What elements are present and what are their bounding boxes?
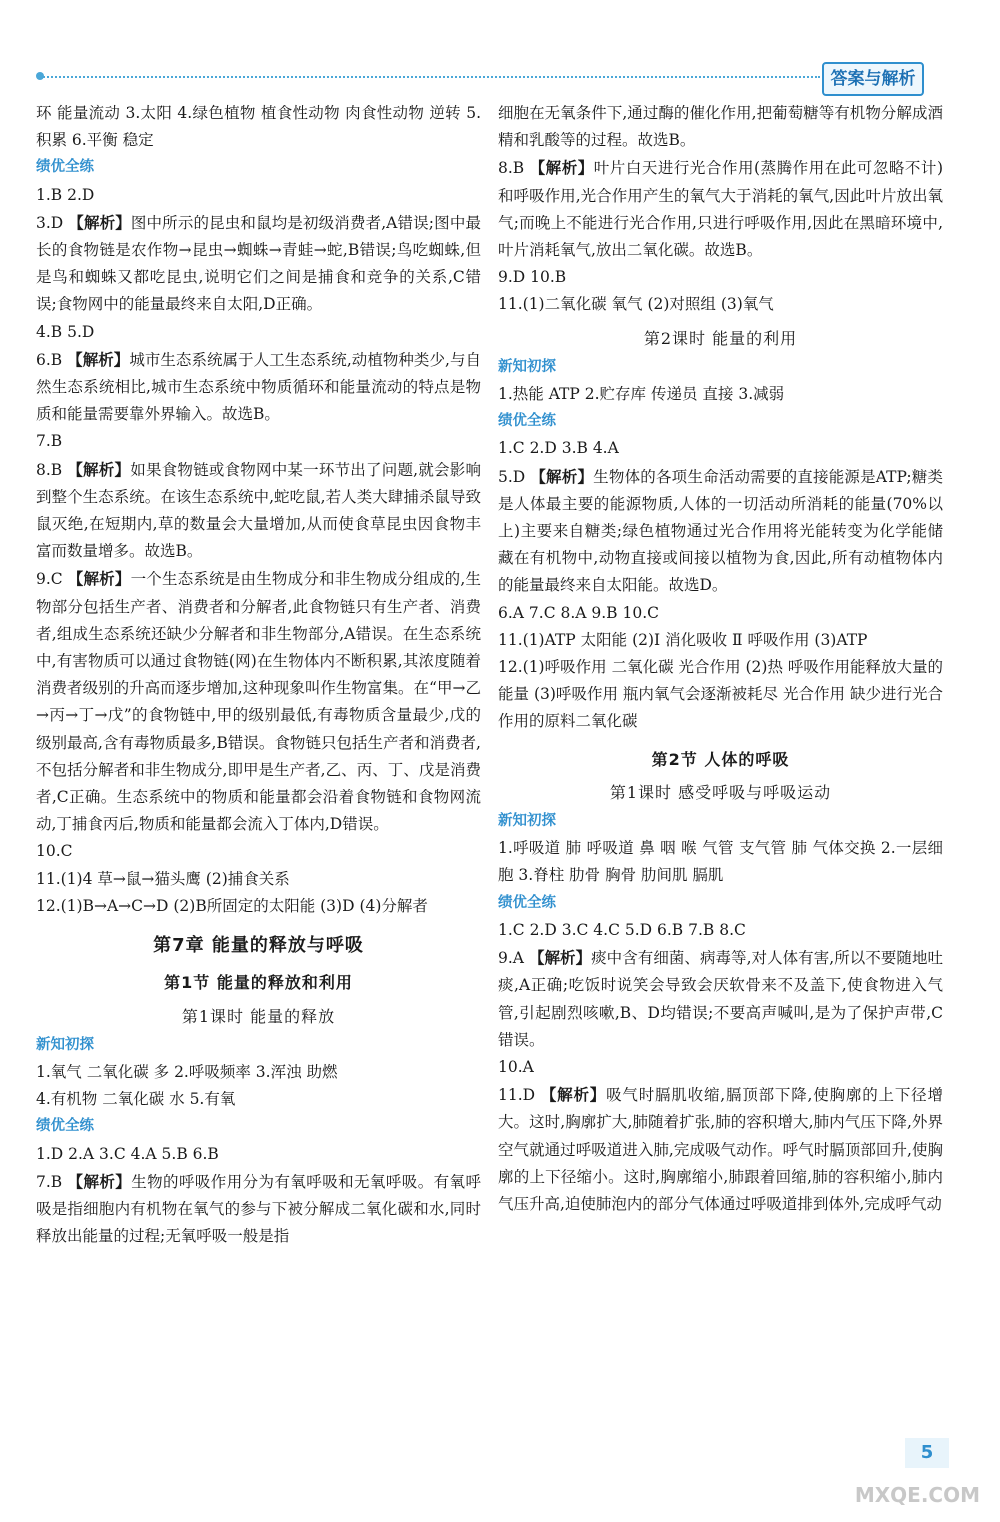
- answer-line: 4.有机物 二氧化碳 水 5.有氧: [36, 1090, 236, 1109]
- watermark-logo: MXQE.COM: [854, 1483, 980, 1507]
- answer-line: 细胞在无氧条件下,通过酶的催化作用,把葡萄糖等有机物分解成酒精和乳酸等的过程。故选B。: [498, 104, 943, 150]
- lesson-title: 第2课时 能量的利用: [643, 328, 798, 348]
- answer-line: 7.B: [36, 432, 63, 451]
- answer-explanation: 5.D 【解析】生物体的各项生命活动需要的直接能源是ATP;糖类是人体最主要的能源物质,人体的一切活动所消耗的能量(70%以上)主要来自糖类;绿色植物通过光合作用将光能转变为化学能储藏在有机物中,动物直接或间接以植物为食,因此,所有动植物体内的能量最终来自太阳能。故选D。: [498, 466, 943, 595]
- section-label: 绩优全练: [498, 894, 556, 911]
- explanation-tag: 【解析】: [67, 1171, 132, 1191]
- answer-line: 1.C 2.D 3.B 4.A: [498, 439, 619, 458]
- section-label: 绩优全练: [36, 159, 94, 176]
- left-column: [36, 100, 481, 1250]
- section-label: 绩优全练: [36, 1118, 94, 1135]
- explanation-tag: 【解析】: [67, 569, 131, 589]
- explanation-tag: 【解析】: [530, 466, 594, 486]
- answer-line: 11.(1)ATP 太阳能 (2)Ⅰ 消化吸收 Ⅱ 呼吸作用 (3)ATP: [498, 630, 868, 649]
- answer-line: 12.(1)B→A→C→D (2)B所固定的太阳能 (3)D (4)分解者: [36, 896, 428, 915]
- explanation-tag: 【解析】: [68, 212, 131, 232]
- chapter-title: 第7章 能量的释放与呼吸: [153, 935, 364, 957]
- section-title: 第2节 人体的呼吸: [651, 749, 790, 769]
- section-tag: 答案与解析: [822, 62, 924, 96]
- section-label: 新知初探: [498, 813, 556, 830]
- answer-line: 10.C: [36, 842, 73, 861]
- answer-explanation: 8.B 【解析】叶片白天进行光合作用(蒸腾作用在此可忽略不计)和呼吸作用,光合作用产生的氧气大于消耗的氧气,因此叶片放出氧气;而晚上不能进行光合作用,只进行呼吸作用,因此在黑暗环境中,叶片消耗氧气,放出二氧化碳。故选B。: [498, 158, 943, 260]
- explanation-tag: 【解析】: [67, 459, 131, 479]
- answer-line: 环 能量流动 3.太阳 4.绿色植物 植食性动物 肉食性动物 逆转 5.积累 6.平衡 稳定: [36, 104, 481, 150]
- lesson-title: 第1课时 感受呼吸与呼吸运动: [609, 782, 832, 802]
- answer-explanation: 3.D 【解析】图中所示的昆虫和鼠均是初级消费者,A错误;图中最长的食物链是农作物→昆虫→蜘蛛→青蛙→蛇,B错误;鸟吃蜘蛛,但是鸟和蜘蛛又都吃昆虫,说明它们之间是捕食和竞争的关系,C错误;食物网中的能量最终来自太阳,D正确。: [36, 212, 481, 314]
- answer-line: 9.D 10.B: [498, 268, 567, 287]
- answer-line: 1.呼吸道 肺 呼吸道 鼻 咽 喉 气管 支气管 肺 气体交换 2.一层细胞 3.脊柱 肋骨 胸骨 肋间肌 膈肌: [498, 839, 943, 885]
- section-label: 新知初探: [36, 1036, 94, 1053]
- explanation-tag: 【解析】: [529, 158, 594, 178]
- answer-line: 12.(1)呼吸作用 二氧化碳 光合作用 (2)热 呼吸作用能释放大量的能量 (3)呼吸作用 瓶内氧气会逐渐被耗尽 光合作用 缺少进行光合作用的原料二氧化碳: [498, 658, 943, 731]
- answer-line: 1.氧气 二氧化碳 多 2.呼吸频率 3.浑浊 助燃: [36, 1062, 338, 1081]
- answer-line: 1.C 2.D 3.C 4.C 5.D 6.B 7.B 8.C: [498, 920, 746, 939]
- lesson-title: 第1课时 能量的释放: [181, 1006, 336, 1026]
- section-label: 绩优全练: [498, 413, 556, 430]
- explanation-tag: 【解析】: [67, 349, 130, 369]
- section-label: 新知初探: [498, 358, 556, 375]
- answer-explanation: 6.B 【解析】城市生态系统属于人工生态系统,动植物种类少,与自然生态系统相比,城市生态系统中物质循环和能量流动的特点是物质和能量需要靠外界输入。故选B。: [36, 349, 482, 424]
- section-title: 第1节 能量的释放和利用: [164, 973, 353, 993]
- right-column: [498, 100, 943, 1218]
- answer-line: 10.A: [498, 1057, 534, 1076]
- answer-explanation: 11.D 【解析】吸气时膈肌收缩,膈顶部下降,使胸廓的上下径增大。这时,胸廓扩大,肺随着扩张,肺的容积增大,肺内气压下降,外界空气就通过呼吸道进入肺,完成吸气动作。呼气时膈顶部回升,使胸廓的上下径缩小。这时,胸廓缩小,肺跟着回缩,肺的容积缩小,肺内气压升高,迫使肺泡内的部分气体通过呼吸道排到体外,完成呼气动: [498, 1085, 943, 1213]
- answer-explanation: 7.B 【解析】生物的呼吸作用分为有氧呼吸和无氧呼吸。有氧呼吸是指细胞内有机物在氧气的参与下被分解成二氧化碳和水,同时释放出能量的过程;无氧呼吸一般是指: [36, 1171, 481, 1246]
- answer-line: 1.B 2.D: [36, 185, 95, 204]
- answer-line: 11.(1)4 草→鼠→猫头鹰 (2)捕食关系: [36, 869, 290, 888]
- answer-line: 6.A 7.C 8.A 9.B 10.C: [498, 603, 660, 622]
- answer-line: 11.(1)二氧化碳 氧气 (2)对照组 (3)氧气: [498, 295, 774, 314]
- explanation-tag: 【解析】: [540, 1085, 607, 1105]
- header-rule: [40, 76, 820, 78]
- answer-line: 1.热能 ATP 2.贮存库 传递员 直接 3.减弱: [498, 385, 785, 404]
- answer-line: 4.B 5.D: [36, 322, 95, 341]
- answer-explanation: 9.C 【解析】一个生态系统是由生物成分和非生物成分组成的,生物部分包括生产者、消费者和分解者,此食物链只有生产者、消费者,组成生态系统还缺少分解者和非生物部分,A错误。在生态系统中,有害物质可以通过食物链(网)在生物体内不断积累,其浓度随着消费者级别的升高而逐步增加,这种现象叫作生物富集。在“甲→乙→丙→丁→戊”的食物链中,甲的级别最低,有毒物质含量最少,戊的级别最高,含有毒物质最多,B错误。食物链只包括生产者和消费者,不包括分解者和非生物成分,即甲是生产者,乙、丙、丁、戊是消费者,C正确。生态系统中的物质和能量都会沿着食物链和食物网流动,丁捕食丙后,物质和能量都会流入丁体内,D错误。: [36, 569, 481, 834]
- page-number: 5: [920, 1442, 934, 1463]
- answer-line: 1.D 2.A 3.C 4.A 5.B 6.B: [36, 1144, 219, 1163]
- answer-explanation: 9.A 【解析】痰中含有细菌、病毒等,对人体有害,所以不要随地吐痰,A正确;吃饭时说笑会导致会厌软骨来不及盖下,使食物进入气管,引起剧烈咳嗽,B、D均错误;不要高声喊叫,是为了保护声带,C错误。: [498, 948, 943, 1049]
- explanation-tag: 【解析】: [528, 948, 592, 968]
- answer-explanation: 8.B 【解析】如果食物链或食物网中某一环节出了问题,就会影响到整个生态系统。在该生态系统中,蛇吃鼠,若人类大肆捕杀鼠导致鼠灭绝,在短期内,草的数量会大量增加,从而使食草昆虫因食物丰富而数量增多。故选B。: [36, 459, 481, 561]
